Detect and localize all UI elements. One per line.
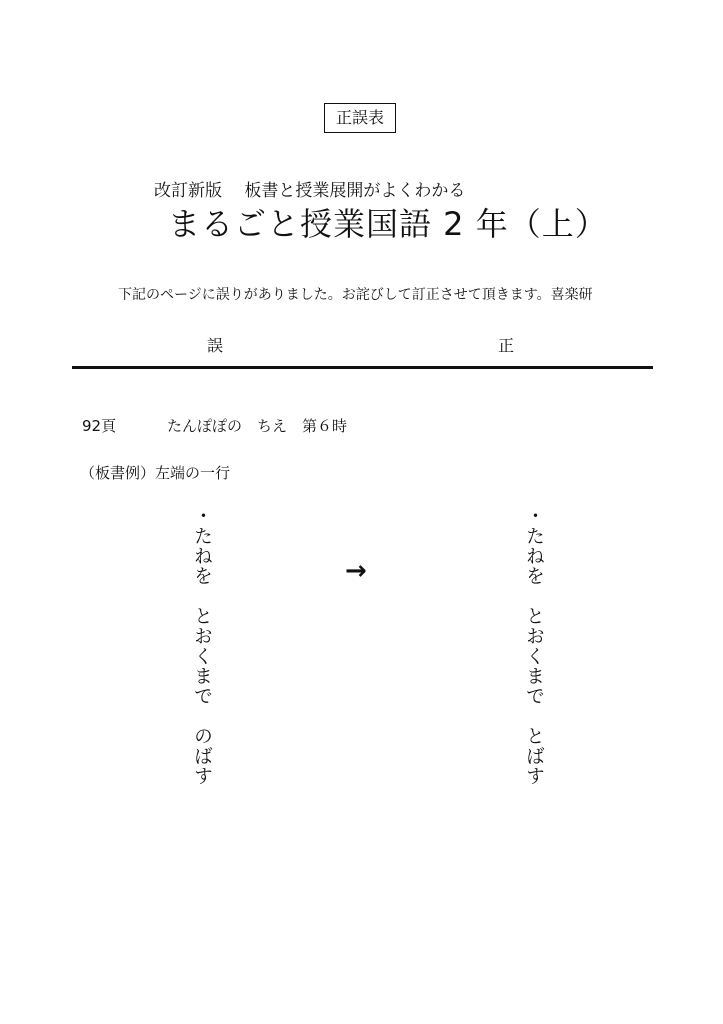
right-arrow-icon: → [345,556,367,586]
page-number: 92頁 [82,417,117,435]
column-header-wrong: 誤 [207,336,224,355]
correction-notice: 下記のページに誤りがありました。お詫びして訂正させて頂きます。喜楽研 [118,287,593,303]
error-location: （板書例）左端の一行 [80,464,231,482]
correct-text: ・たねを とおくまで とばす [523,506,545,786]
book-subtitle: 改訂新版 板書と授業展開がよくわかる [154,181,466,201]
book-title: まるごと授業国語 2 年（上） [168,205,608,243]
lesson-name: たんぽぽの ちえ 第６時 [167,417,348,435]
errata-label: 正誤表 [324,103,396,133]
header-divider [72,366,653,369]
wrong-text: ・たねを とおくまで のばす [191,506,213,786]
column-header-correct: 正 [498,336,515,355]
